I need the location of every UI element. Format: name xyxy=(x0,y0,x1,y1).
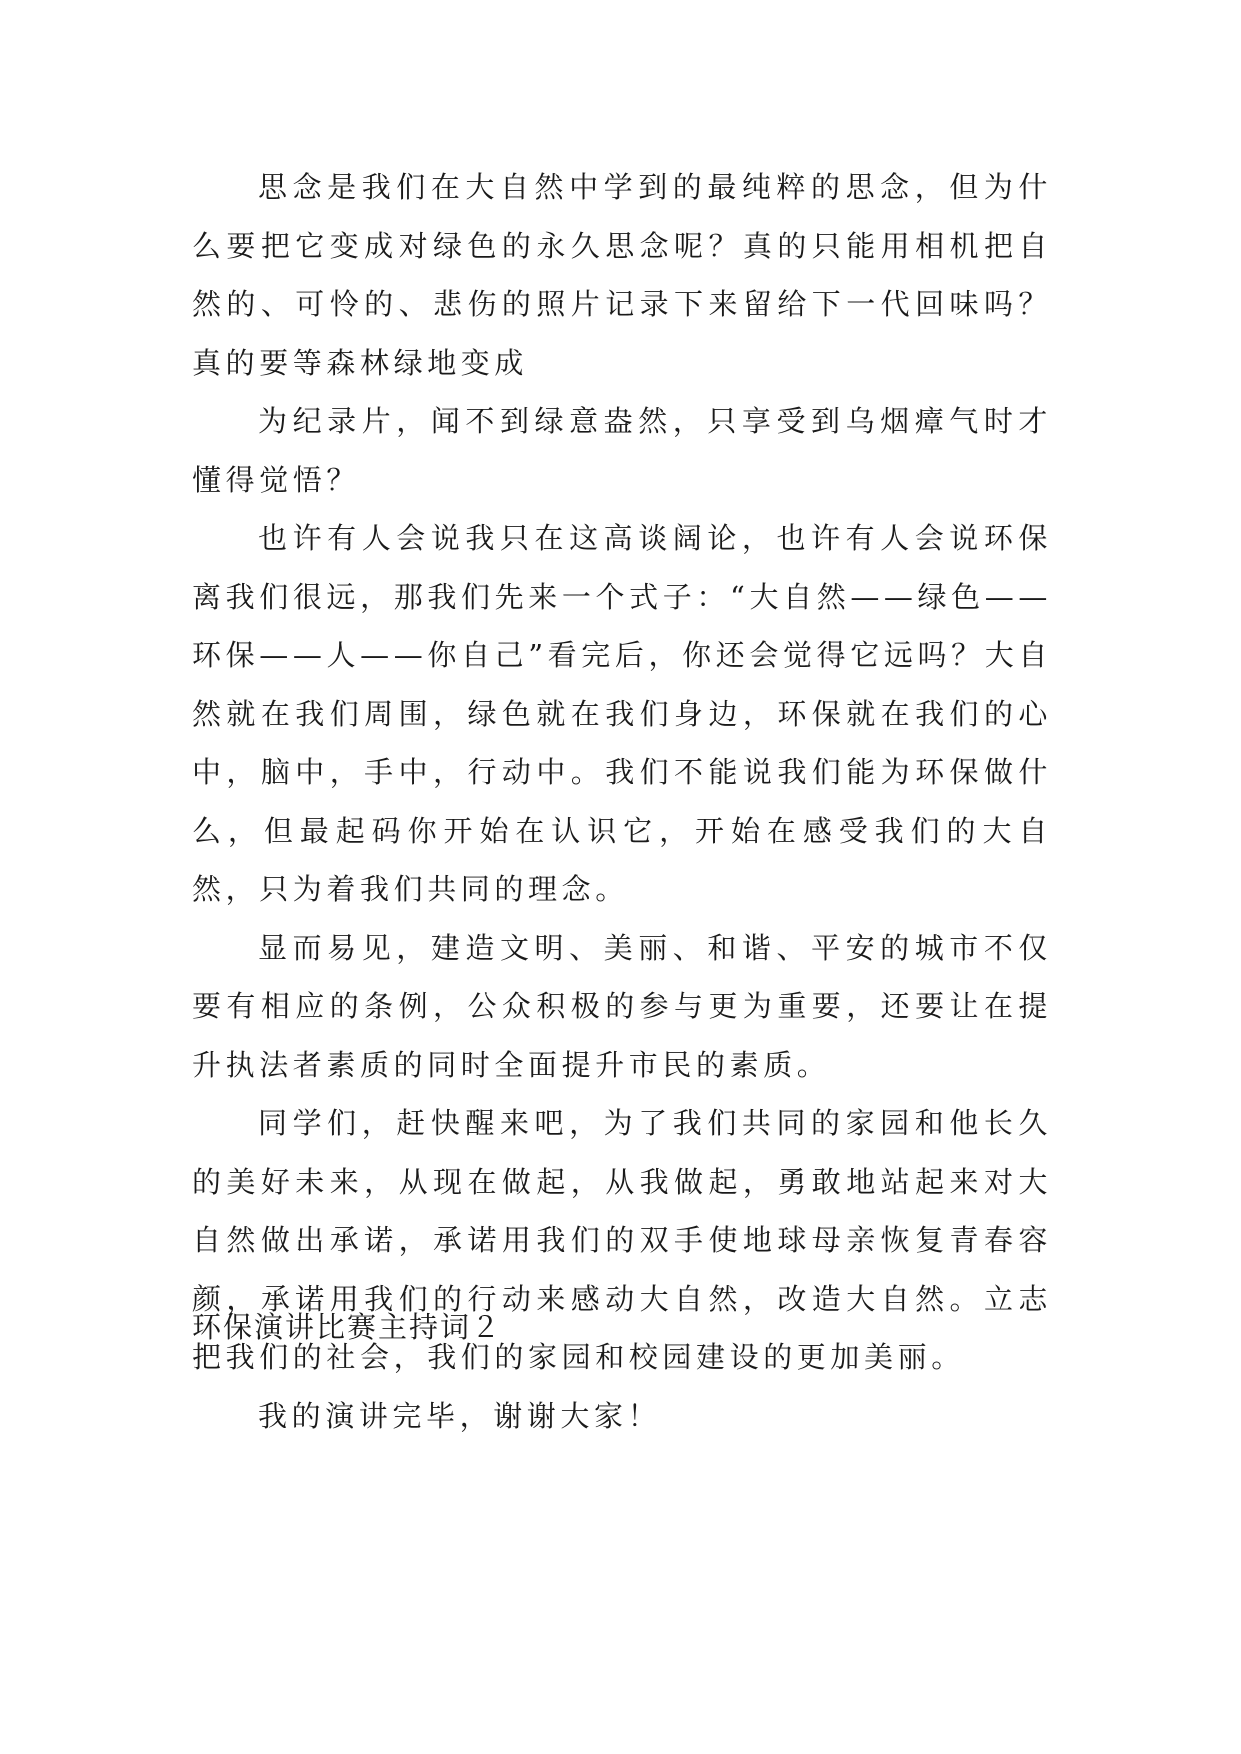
paragraph: 也许有人会说我只在这高谈阔论，也许有人会说环保离我们很远，那我们先来一个式子：“大自然——绿色——环保——人——你自己”看完后，你还会觉得它远吗？大自然就在我们周围，绿色就在我们身边，环保就在我们的心中，脑中，手中，行动中。我们不能说我们能为环保做什么，但最起码你开始在认识它，开始在感受我们的大自然，只为着我们共同的理念。 xyxy=(192,521,1052,906)
paragraph: 我的演讲完毕，谢谢大家！ xyxy=(258,1398,662,1433)
paragraph: 思念是我们在大自然中学到的最纯粹的思念，但为什么要把它变成对绿色的永久思念呢？真的只能用相机把自然的、可怜的、悲伤的照片记录下来留给下一代回味吗？真的要等森林绿地变成 xyxy=(192,170,1052,380)
document-body xyxy=(192,158,1052,1445)
paragraph: 同学们，赶快醒来吧，为了我们共同的家园和他长久的美好未来，从现在做起，从我做起，勇敢地站起来对大自然做出承诺，承诺用我们的双手使地球母亲恢复青春容颜，承诺用我们的行动来感动大自然，改造大自然。立志把我们的社会，我们的家园和校园建设的更加美丽。 xyxy=(192,1106,1052,1374)
paragraph: 为纪录片，闻不到绿意盎然，只享受到乌烟瘴气时才懂得觉悟？ xyxy=(192,404,1052,497)
section-heading: 环保演讲比赛主持词２ xyxy=(192,1310,503,1344)
paragraph: 显而易见，建造文明、美丽、和谐、平安的城市不仅要有相应的条例，公众积极的参与更为重要，还要让在提升执法者素质的同时全面提升市民的素质。 xyxy=(192,930,1052,1082)
